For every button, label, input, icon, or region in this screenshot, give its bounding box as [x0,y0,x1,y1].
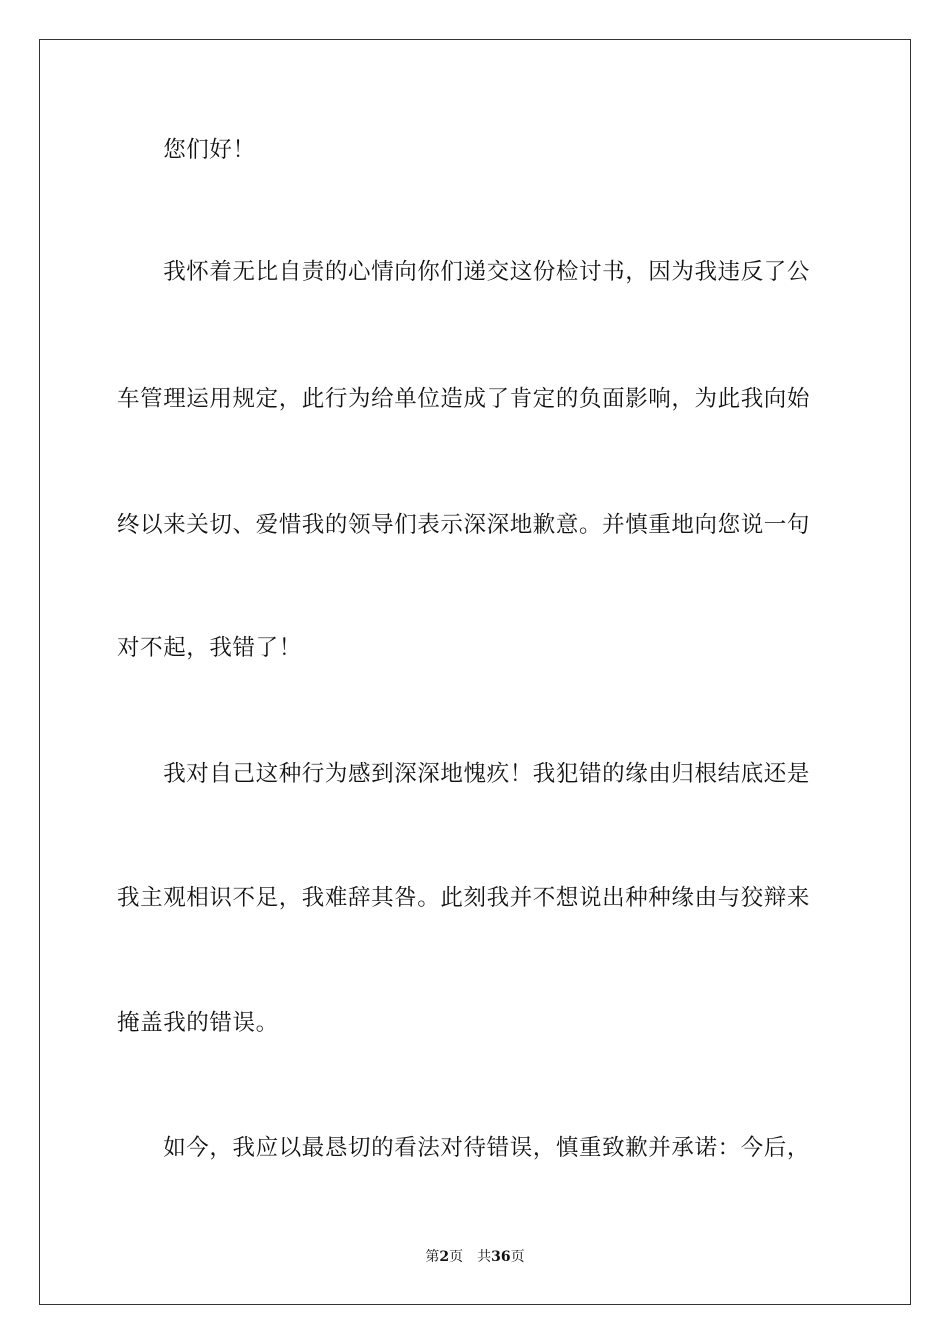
footer-page-prefix: 第 [425,1249,440,1265]
text-line-8: 掩盖我的错误。 [117,1010,279,1036]
text-line-1: 您们好！ [117,137,256,163]
footer-total-suffix: 页 [510,1249,525,1265]
footer-total-pages: 36 [491,1249,511,1265]
text-line-2: 我怀着无比自责的心情向你们递交这份检讨书，因为我违反了公 [117,259,811,285]
page-border [39,39,911,1305]
text-line-5: 对不起，我错了！ [117,635,302,661]
page-footer [0,1248,950,1266]
text-line-9: 如今，我应以最恳切的看法对待错误，慎重致歉并承诺：今后， [117,1135,811,1161]
text-line-6: 我对自己这种行为感到深深地愧疚！我犯错的缘由归根结底还是 [117,761,811,787]
text-line-7: 我主观相识不足，我难辞其咎。此刻我并不想说出种种缘由与狡辩来 [117,885,811,911]
text-line-4: 终以来关切、爱惜我的领导们表示深深地歉意。并慎重地向您说一句 [117,512,811,538]
footer-page-number: 2 [439,1249,450,1265]
text-line-3: 车管理运用规定，此行为给单位造成了肯定的负面影响，为此我向始 [117,386,811,412]
footer-total-prefix: 共 [477,1249,492,1265]
footer-page-suffix: 页 [449,1249,464,1265]
